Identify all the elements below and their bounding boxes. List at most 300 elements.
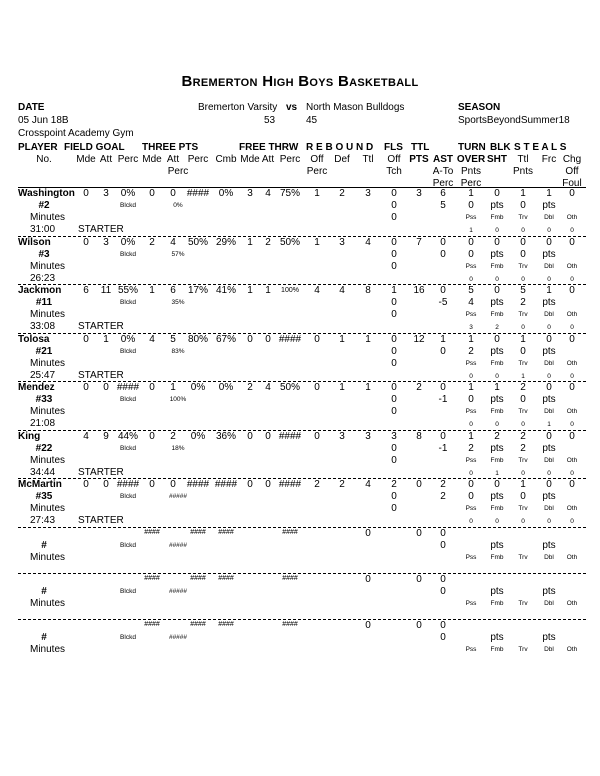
stat-tp-mde: 0 — [149, 430, 155, 442]
player-number: #22 — [35, 442, 53, 454]
stat-cmb: 67% — [215, 333, 236, 345]
empty-ast2: 0 — [440, 631, 446, 643]
stat-off: 0 — [314, 430, 320, 442]
turnover-oth-label: Oth — [566, 553, 578, 561]
stat-fg-mde: 6 — [83, 285, 89, 296]
stat-fls: 0 — [391, 382, 397, 393]
minutes-label: Minutes — [30, 357, 66, 369]
stat-pts: 12 — [413, 333, 425, 345]
minutes-value: 25:47 — [30, 369, 56, 381]
stat-off: 1 — [314, 188, 320, 199]
blocked-label: Blckd — [120, 299, 136, 306]
stat-fg-att: 3 — [103, 188, 109, 199]
stat-tp-att: 1 — [170, 382, 176, 393]
stat-a-to: 0 — [440, 345, 446, 357]
stat-tov: 1 — [468, 188, 474, 199]
empty-pts: 0 — [416, 527, 422, 539]
header-off-perc: Perc — [306, 166, 328, 177]
header-rebound: R E B O U N D — [306, 142, 374, 153]
turnover-dbl-label: Dbl — [544, 408, 554, 415]
stat-frc: 1 — [546, 188, 552, 199]
stat-tp-perc: #### — [186, 479, 210, 490]
turnover-detail: 0 — [521, 227, 525, 234]
turnover-detail: 0 — [570, 324, 574, 331]
stat-def: 2 — [339, 188, 345, 199]
player-name: Washington — [18, 188, 75, 199]
stat-tp-perc: 80% — [187, 333, 208, 345]
turnover-detail: 0 — [521, 421, 525, 428]
turnover-detail: 0 — [570, 421, 574, 428]
empty-number: # — [41, 585, 47, 597]
turnover-detail: 0 — [495, 275, 499, 283]
header-fg-mde: Mde — [76, 154, 96, 165]
turnover-detail: 0 — [521, 275, 525, 283]
pts-label: pts — [490, 539, 504, 551]
stat-st-ttl: 1 — [520, 479, 526, 490]
blocked-perc: ##### — [168, 633, 188, 641]
stat-over-pnts: 0 — [468, 394, 474, 405]
stat-chg: 0 — [569, 333, 575, 345]
stat-fg-att: 0 — [103, 479, 109, 490]
turnover-detail: 0 — [547, 227, 551, 234]
stat-fls-tch: 0 — [391, 394, 397, 405]
stat-a-to: 5 — [440, 200, 446, 211]
stat-fg-mde: 4 — [83, 430, 89, 442]
turnover-detail: 0 — [495, 421, 499, 428]
blocked-perc: 18% — [171, 444, 185, 452]
player-name: King — [18, 430, 41, 442]
header-field-goal: FIELD GOAL — [64, 142, 125, 153]
stat-def: 2 — [339, 479, 345, 490]
stat-fg-perc: 0% — [120, 333, 136, 345]
stat-a-to: -1 — [438, 394, 448, 405]
turnover-detail: 0 — [521, 518, 525, 525]
header-att-perc: Perc — [167, 166, 189, 177]
stat-ttl: 4 — [365, 236, 371, 248]
header-frc: Frc — [541, 154, 557, 165]
stat-ft-att: 1 — [265, 285, 271, 296]
turnover-pss-label: Pss — [465, 214, 477, 221]
turnover-trv-label: Trv — [518, 359, 528, 367]
stat-steal-pnts: 0 — [520, 491, 526, 502]
minutes-label: Minutes — [30, 309, 66, 320]
stat-off: 2 — [314, 479, 320, 490]
turnover-trv-label: Trv — [518, 214, 528, 221]
stat-over-pnts: 2 — [468, 345, 474, 357]
stat-ft-perc: #### — [278, 333, 302, 345]
turnover-fmb-label: Fmb — [490, 599, 504, 607]
turnover-detail: 1 — [521, 372, 525, 380]
turnover-oth-label: Oth — [566, 408, 578, 415]
stat-blk: 0 — [494, 479, 500, 490]
stat-fls-extra: 0 — [391, 454, 397, 466]
stat-tp-perc: 0% — [190, 430, 206, 442]
pts-label: pts — [542, 394, 556, 405]
pts-label: pts — [490, 248, 504, 260]
stat-a-to: 0 — [440, 248, 446, 260]
stat-frc: 0 — [546, 382, 552, 393]
stat-pts: 0 — [416, 479, 422, 490]
header-tch: Tch — [386, 166, 402, 177]
stat-frc: 0 — [546, 333, 552, 345]
empty-hash: #### — [218, 574, 234, 582]
turnover-detail: 0 — [469, 275, 473, 283]
header-chg: Chg — [562, 154, 582, 165]
header-st-ttl: Ttl — [517, 154, 529, 165]
turnover-dbl-label: Dbl — [544, 359, 554, 367]
minutes-label: Minutes — [30, 551, 66, 563]
turnover-detail: 0 — [495, 372, 499, 380]
turnover-dbl-label: Dbl — [544, 553, 554, 561]
stat-blk: 0 — [494, 333, 500, 345]
header-steals: S T E A L S — [514, 142, 567, 153]
player-number: #11 — [35, 297, 53, 308]
stat-fls: 3 — [391, 430, 397, 442]
header-tp-perc: Perc — [187, 154, 209, 165]
turnover-trv-label: Trv — [518, 262, 528, 270]
turnover-dbl-label: Dbl — [544, 214, 554, 221]
empty-hash: #### — [218, 528, 234, 536]
blocked-label: Blckd — [120, 444, 136, 452]
vs-label: vs — [286, 102, 298, 113]
pts-label: pts — [490, 345, 504, 357]
stat-fg-att: 3 — [103, 236, 109, 248]
minutes-label: Minutes — [30, 212, 66, 223]
turnover-detail: 0 — [570, 275, 574, 283]
stat-fls-extra: 0 — [391, 212, 397, 223]
stat-ttl: 4 — [365, 479, 371, 490]
stat-over-pnts: 2 — [468, 442, 474, 454]
header-cmb: Cmb — [215, 154, 237, 165]
header-ttl: TTL — [411, 142, 430, 153]
stat-st-ttl: 5 — [520, 285, 526, 296]
header-pts: PTS — [409, 154, 429, 165]
pts-label: pts — [490, 200, 504, 211]
player-name: Jackmon — [18, 285, 62, 296]
stat-tov: 0 — [468, 236, 474, 248]
turnover-pss-label: Pss — [465, 408, 477, 415]
header-ft-att: Att — [261, 154, 275, 165]
stat-pts: 7 — [416, 236, 422, 248]
header-ast: AST — [433, 154, 453, 165]
home-score: 53 — [264, 115, 276, 126]
stat-chg: 0 — [569, 479, 575, 490]
header-chg-off: Off — [565, 166, 579, 177]
turnover-detail: 1 — [547, 421, 551, 428]
turnover-fmb-label: Fmb — [490, 311, 504, 318]
blocked-perc: 35% — [171, 299, 185, 306]
turnover-detail: 0 — [495, 227, 499, 234]
stat-off: 1 — [314, 236, 320, 248]
turnover-dbl-label: Dbl — [544, 311, 554, 318]
blocked-label: Blckd — [120, 250, 136, 258]
stat-fg-att: 9 — [103, 430, 109, 442]
minutes-value: 21:08 — [30, 418, 56, 429]
pts-label: pts — [542, 297, 556, 308]
stat-tp-att: 6 — [170, 285, 176, 296]
stat-fls: 1 — [391, 285, 397, 296]
stat-fg-mde: 0 — [83, 479, 89, 490]
stat-ft-perc: 75% — [279, 188, 300, 199]
turnover-fmb-label: Fmb — [490, 456, 504, 464]
turnover-fmb-label: Fmb — [490, 505, 504, 512]
header-no: No. — [36, 154, 52, 165]
turnover-dbl-label: Dbl — [544, 645, 554, 653]
turnover-fmb-label: Fmb — [490, 553, 504, 561]
stat-def: 1 — [339, 333, 345, 345]
pts-label: pts — [542, 631, 556, 643]
header-fg-att: Att — [99, 154, 113, 165]
stat-ast: 0 — [440, 285, 446, 296]
minutes-label: Minutes — [30, 406, 66, 417]
row-divider — [18, 527, 586, 528]
stat-tp-mde: 1 — [149, 285, 155, 296]
stat-tp-perc: 50% — [187, 236, 208, 248]
pts-label: pts — [490, 585, 504, 597]
stat-fls-tch: 0 — [391, 442, 397, 454]
empty-ast2: 0 — [440, 539, 446, 551]
stat-fg-perc: 55% — [117, 285, 138, 296]
header-three-pts: THREE PTS — [142, 142, 199, 153]
pts-label: pts — [490, 394, 504, 405]
header-player: PLAYER — [18, 142, 58, 153]
turnover-fmb-label: Fmb — [490, 262, 504, 270]
stat-def: 1 — [339, 382, 345, 393]
turnover-pss-label: Pss — [465, 505, 477, 512]
empty-number: # — [41, 631, 47, 643]
turnover-fmb-label: Fmb — [490, 214, 504, 221]
header-fls-off: Off — [387, 154, 401, 165]
game-date: 05 Jun 18B — [18, 115, 69, 126]
turnover-oth-label: Oth — [566, 456, 578, 464]
empty-hash: #### — [144, 620, 160, 628]
minutes-label: Minutes — [30, 503, 66, 514]
stat-off: 0 — [314, 382, 320, 393]
stat-cmb: 36% — [215, 430, 236, 442]
turnover-fmb-label: Fmb — [490, 645, 504, 653]
header-ato-perc: Perc — [432, 178, 454, 189]
pts-label: pts — [542, 539, 556, 551]
turnover-detail: 0 — [547, 469, 551, 477]
header-ft-mde: Mde — [240, 154, 260, 165]
empty-hash: #### — [144, 528, 160, 536]
turnover-dbl-label: Dbl — [544, 262, 554, 270]
stat-fg-mde: 0 — [83, 236, 89, 248]
empty-number: # — [41, 539, 47, 551]
stat-fls-tch: 0 — [391, 345, 397, 357]
stat-ft-perc: 50% — [279, 382, 300, 393]
stat-off: 0 — [314, 333, 320, 345]
turnover-trv-label: Trv — [518, 645, 528, 653]
stat-ft-perc: #### — [278, 430, 302, 442]
turnover-oth-label: Oth — [566, 262, 578, 270]
stat-tp-att: 4 — [170, 236, 176, 248]
stat-tp-mde: 2 — [149, 236, 155, 248]
starter-label: STARTER — [78, 515, 124, 526]
empty-hash: #### — [190, 528, 206, 536]
stat-cmb: #### — [214, 479, 238, 490]
stat-fls-tch: 0 — [391, 200, 397, 211]
stat-frc: 0 — [546, 236, 552, 248]
header-steal-pnts: Pnts — [512, 166, 533, 177]
stat-ast: 2 — [440, 479, 446, 490]
stat-fg-perc: #### — [116, 479, 140, 490]
stat-fg-perc: 44% — [117, 430, 138, 442]
stat-over-pnts: 0 — [468, 200, 474, 211]
stat-st-ttl: 1 — [520, 188, 526, 199]
turnover-detail: 0 — [495, 518, 499, 525]
stat-fls-extra: 0 — [391, 309, 397, 320]
turnover-trv-label: Trv — [518, 553, 528, 561]
stat-tp-perc: 0% — [190, 382, 206, 393]
player-number: #3 — [38, 248, 50, 260]
stat-tov: 1 — [468, 333, 474, 345]
stat-over-pnts: 0 — [468, 248, 474, 260]
turnover-oth-label: Oth — [566, 645, 578, 653]
stat-st-ttl: 0 — [520, 236, 526, 248]
stat-blk: 2 — [494, 430, 500, 442]
stat-ast: 6 — [440, 188, 446, 199]
stat-tp-att: 2 — [170, 430, 176, 442]
stat-fg-perc: 0% — [120, 188, 136, 199]
stat-ttl: 1 — [365, 333, 371, 345]
header-tp-mde: Mde — [142, 154, 162, 165]
turnover-detail: 0 — [570, 372, 574, 380]
turnover-trv-label: Trv — [518, 599, 528, 607]
stat-blk: 0 — [494, 285, 500, 296]
turnover-pss-label: Pss — [465, 599, 477, 607]
starter-label: STARTER — [78, 224, 124, 235]
player-number: #21 — [35, 345, 53, 357]
pts-label: pts — [542, 585, 556, 597]
stat-ast: 0 — [440, 382, 446, 393]
starter-label: STARTER — [78, 321, 124, 332]
empty-ttl: 0 — [365, 527, 371, 539]
turnover-detail: 0 — [469, 518, 473, 525]
empty-hash: #### — [282, 574, 298, 582]
stat-steal-pnts: 2 — [520, 297, 526, 308]
stat-chg: 0 — [569, 382, 575, 393]
row-divider — [18, 619, 586, 620]
minutes-value: 26:23 — [30, 272, 56, 284]
minutes-label: Minutes — [30, 260, 66, 272]
turnover-detail: 0 — [469, 372, 473, 380]
player-name: McMartin — [18, 479, 62, 490]
turnover-detail: 1 — [495, 469, 499, 477]
header-over-pnts: Pnts — [460, 166, 481, 177]
turnover-detail: 0 — [469, 421, 473, 428]
stat-frc: 0 — [546, 479, 552, 490]
stat-tp-att: 0 — [170, 188, 176, 199]
header-fls: FLS — [384, 142, 403, 153]
minutes-value: 27:43 — [30, 515, 56, 526]
stat-tp-mde: 0 — [149, 188, 155, 199]
header-free-thrw: FREE THRW — [239, 142, 299, 153]
stat-tov: 1 — [468, 430, 474, 442]
blocked-perc: ##### — [168, 587, 188, 595]
stat-ft-att: 0 — [265, 333, 271, 345]
stat-def: 4 — [339, 285, 345, 296]
report-title: Bremerton High Boys Basketball — [181, 73, 419, 90]
empty-hash: #### — [282, 620, 298, 628]
stat-ft-mde: 2 — [247, 382, 253, 393]
header-def: Def — [334, 154, 350, 165]
minutes-label: Minutes — [30, 454, 66, 466]
stat-chg: 0 — [569, 188, 575, 199]
stat-ttl: 8 — [365, 285, 371, 296]
empty-ttl: 0 — [365, 619, 371, 631]
player-number: #2 — [38, 200, 50, 211]
player-name: Tolosa — [18, 333, 50, 345]
pts-label: pts — [542, 248, 556, 260]
turnover-detail: 0 — [570, 469, 574, 477]
turnover-oth-label: Oth — [566, 599, 578, 607]
row-divider — [18, 573, 586, 574]
stat-fls: 0 — [391, 333, 397, 345]
starter-label: STARTER — [78, 466, 124, 478]
stat-chg: 0 — [569, 285, 575, 296]
stat-off: 4 — [314, 285, 320, 296]
stat-fls-extra: 0 — [391, 406, 397, 417]
pts-label: pts — [542, 442, 556, 454]
turnover-fmb-label: Fmb — [490, 408, 504, 415]
starter-label: STARTER — [78, 369, 124, 381]
stat-ft-perc: 100% — [281, 287, 299, 294]
pts-label: pts — [490, 297, 504, 308]
blocked-perc: 57% — [171, 250, 185, 258]
player-number: #33 — [35, 394, 53, 405]
stat-ft-mde: 1 — [247, 236, 253, 248]
minutes-value: 31:00 — [30, 224, 56, 235]
stat-pts: 8 — [416, 430, 422, 442]
stat-steal-pnts: 2 — [520, 442, 526, 454]
pts-label: pts — [490, 631, 504, 643]
header-chg-foul: Foul — [562, 178, 582, 189]
stat-steal-pnts: 0 — [520, 394, 526, 405]
turnover-trv-label: Trv — [518, 505, 528, 512]
stat-over-pnts: 0 — [468, 491, 474, 502]
turnover-oth-label: Oth — [566, 311, 578, 318]
header-off: Off — [310, 154, 324, 165]
pts-label: pts — [490, 442, 504, 454]
header-sht: SHT — [487, 154, 507, 165]
stat-steal-pnts: 0 — [520, 200, 526, 211]
stat-fg-att: 1 — [103, 333, 109, 345]
stat-chg: 0 — [569, 430, 575, 442]
stat-fls-tch: 0 — [391, 491, 397, 502]
stat-pts: 16 — [413, 285, 425, 296]
empty-ast: 0 — [440, 573, 446, 585]
stat-blk: 0 — [494, 236, 500, 248]
stat-ttl: 1 — [365, 382, 371, 393]
empty-ast: 0 — [440, 619, 446, 631]
blocked-label: Blckd — [120, 396, 136, 403]
blocked-label: Blckd — [120, 541, 136, 549]
header-ttl: Ttl — [362, 154, 374, 165]
stat-tp-perc: 17% — [187, 285, 208, 296]
stat-tp-mde: 0 — [149, 382, 155, 393]
turnover-detail: 0 — [570, 518, 574, 525]
turnover-pss-label: Pss — [465, 311, 477, 318]
pts-label: pts — [542, 200, 556, 211]
stat-a-to: -5 — [438, 297, 448, 308]
empty-hash: #### — [190, 574, 206, 582]
stat-st-ttl: 1 — [520, 333, 526, 345]
header-blk: BLK — [490, 142, 511, 153]
stat-pts: 3 — [416, 188, 422, 199]
blocked-perc: ##### — [168, 541, 188, 549]
stat-ft-mde: 0 — [247, 333, 253, 345]
